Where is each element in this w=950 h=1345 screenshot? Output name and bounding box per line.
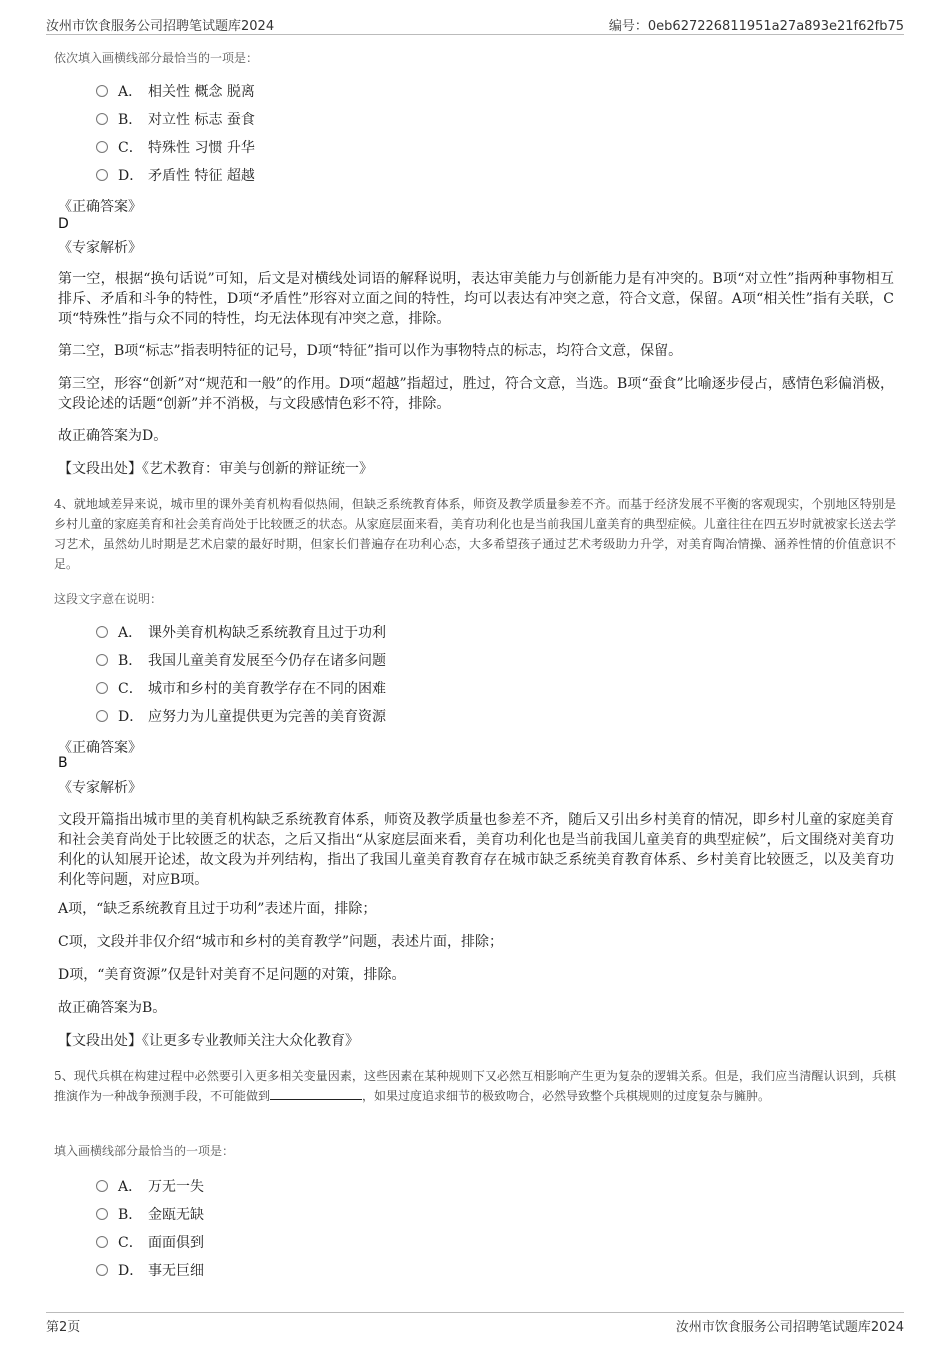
q5-option-b[interactable]: B． 金瓯无缺 [96,1205,204,1225]
q3-analysis-paragraph: 第三空，形容“创新”对“规范和一般”的作用。D项“超越”指超过，胜过，符合文意，当选。B项“蚕食”比喻逐步侵占，感情色彩偏消极，文段论述的话题“创新”并不消极，与文段感情色彩不符，排除。 [58,376,894,412]
q4-answer-label: 《正确答案》 [58,740,142,756]
radio-icon[interactable] [96,1264,108,1276]
q4-analysis-paragraph: C项，文段并非仅介绍“城市和乡村的美育教学”问题，表述片面，排除； [58,934,504,950]
q3-option-b[interactable]: B． 对立性 标志 蚕食 [96,110,255,130]
q4-analysis-label: 《专家解析》 [58,780,142,796]
q4-question-text: 4、就地域差异来说，城市里的课外美育机构看似热闹，但缺乏系统教育体系，师资及教学质量参差不齐。而基于经济发展不平衡的客观现实，个别地区特别是乡村儿童的家庭美育和社会美育尚处于比较匮乏的状态。从家庭层面来看，美育功利化也是当前我国儿童美育的典型症候。儿童往往在四五岁时就被家长送去学习艺术，虽然幼儿时期是艺术启蒙的最好时期，但家长们普遍存在功利心态，大多希望孩子通过艺术考级助力升学，对美育陶冶情操、涵养性情的价值意识不足。 [54,497,896,571]
q4-option-d[interactable]: D． 应努力为儿童提供更为完善的美育资源 [96,707,386,727]
q4-source: 【文段出处】《让更多专业教师关注大众化教育》 [58,1033,359,1049]
q3-prompt: 依次填入画横线部分最恰当的一项是： [54,51,259,65]
radio-icon[interactable] [96,626,108,638]
q3-analysis-paragraph: 第二空，B项“标志”指表明特征的记号，D项“特征”指可以作为事物特点的标志，均符合文意，保留。 [58,343,683,359]
radio-icon[interactable] [96,169,108,181]
q5-option-d[interactable]: D． 事无巨细 [96,1261,204,1281]
q4-analysis-paragraph: A项，“缺乏系统教育且过于功利”表述片面，排除； [58,901,377,917]
q5-prompt: 填入画横线部分最恰当的一项是： [54,1144,235,1158]
q3-conclusion: 故正确答案为D。 [58,428,168,444]
q3-source: 【文段出处】《艺术教育：审美与创新的辩证统一》 [58,461,373,477]
page-footer [46,1312,904,1335]
radio-icon[interactable] [96,1236,108,1248]
q5-option-c[interactable]: C． 面面俱到 [96,1233,204,1253]
radio-icon[interactable] [96,710,108,722]
fill-blank [270,1087,362,1100]
q4-prompt: 这段文字意在说明： [54,592,163,606]
radio-icon[interactable] [96,113,108,125]
q3-option-d[interactable]: D． 矛盾性 特征 超越 [96,166,255,186]
q4-analysis-paragraph: D项，“美育资源”仅是针对美育不足问题的对策，排除。 [58,967,406,983]
footer-title: 汝州市饮食服务公司招聘笔试题库2024 [675,1320,904,1335]
q4-option-c[interactable]: C． 城市和乡村的美育教学存在不同的困难 [96,679,386,699]
q3-option-c[interactable]: C． 特殊性 习惯 升华 [96,138,255,158]
q3-answer-label: 《正确答案》 [58,199,142,215]
q4-conclusion: 故正确答案为B。 [58,1000,167,1016]
radio-icon[interactable] [96,141,108,153]
q3-analysis-label: 《专家解析》 [58,240,142,256]
q4-option-b[interactable]: B． 我国儿童美育发展至今仍存在诸多问题 [96,651,386,671]
q4-analysis-paragraph: 文段开篇指出城市里的美育机构缺乏系统教育体系，师资及教学质量也参差不齐，随后又引出乡村美育的情况，即乡村儿童的家庭美育和社会美育尚处于比较匮乏的状态，之后又指出“从家庭层面来看，美育功利化也是当前我国儿童美育的典型症候”，后文围绕对美育功利化的认知展开论述，故文段为并列结构，指出了我国儿童美育教育存在城市缺乏系统美育教育体系、乡村美育比较匮乏，以及美育功利化等问题，对应B项。 [58,812,894,888]
q4-option-a[interactable]: A． 课外美育机构缺乏系统教育且过于功利 [96,623,386,643]
q5-question-text: 5、现代兵棋在构建过程中必然要引入更多相关变量因素，这些因素在某种规则下又必然互相影响产生更为复杂的逻辑关系。但是，我们应当清醒认识到，兵棋推演作为一种战争预测手段，不可能做到 ，如果过度追求细节的极致吻合，必然导致整个兵棋规则的过度复杂与臃肿。 [54,1069,896,1103]
radio-icon[interactable] [96,85,108,97]
radio-icon[interactable] [96,654,108,666]
q3-analysis-paragraph: 第一空，根据“换句话说”可知，后文是对横线处词语的解释说明，表达审美能力与创新能力是有冲突的。B项“对立性”指两种事物相互排斥、矛盾和斗争的特性，D项“矛盾性”形容对立面之间的特性，均可以表达有冲突之意，符合文意，保留。A项“相关性”指有关联，C项“特殊性”指与众不同的特性，均无法体现有冲突之意，排除。 [58,271,894,327]
radio-icon[interactable] [96,1208,108,1220]
radio-icon[interactable] [96,1180,108,1192]
q5-option-a[interactable]: A． 万无一失 [96,1177,204,1197]
q3-option-a[interactable]: A． 相关性 概念 脱离 [96,82,255,102]
page-header [46,12,904,35]
header-title: 汝州市饮食服务公司招聘笔试题库2024 [46,19,275,34]
q4-answer: B [58,755,68,771]
radio-icon[interactable] [96,682,108,694]
page-number: 第2页 [46,1320,81,1335]
header-document-id: 编号：0eb627226811951a27a893e21f62fb75 [608,19,904,34]
q3-answer: D [58,216,69,232]
